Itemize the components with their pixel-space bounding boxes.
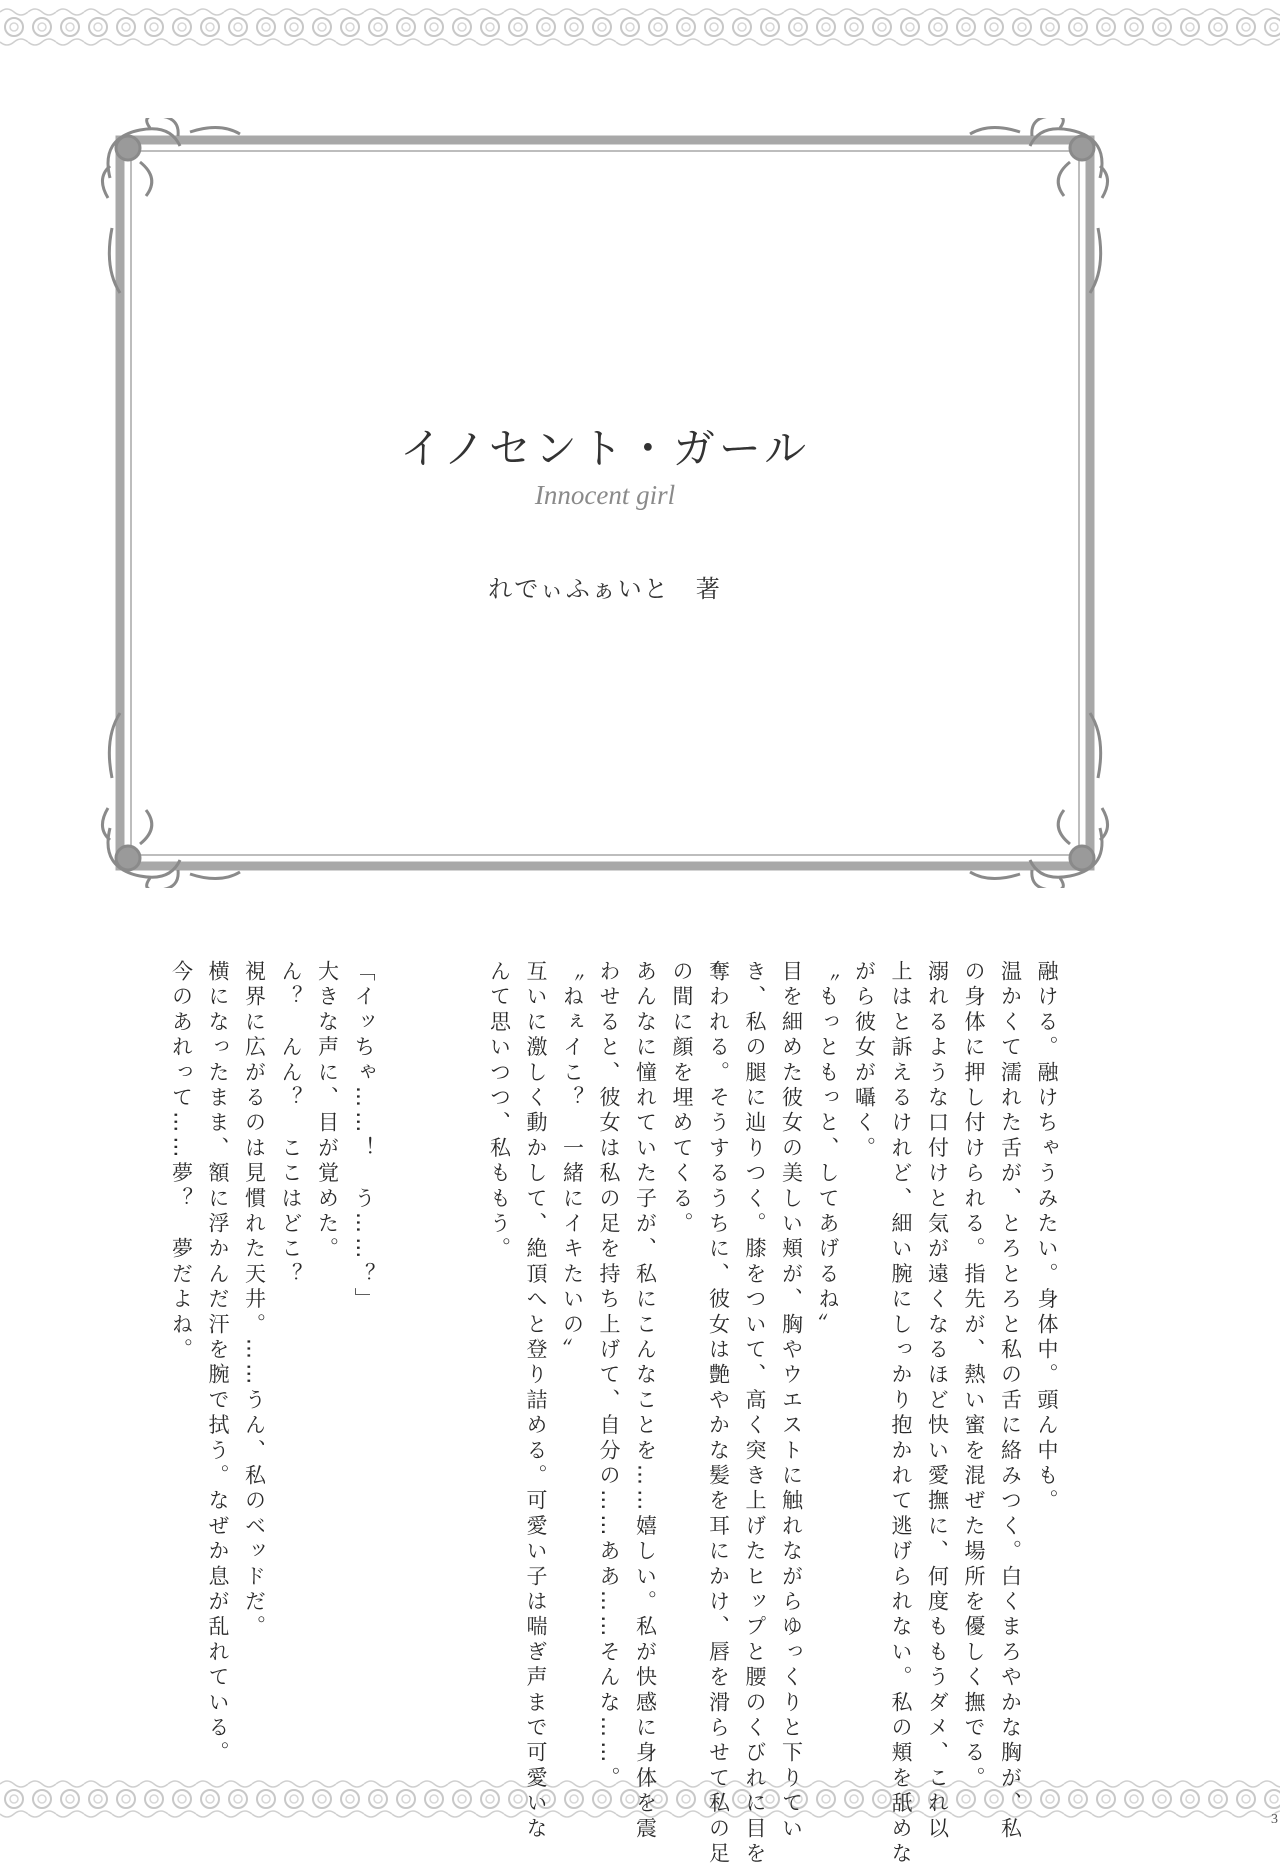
text-line: 温かくて濡れた舌が、とろとろと私の舌に絡みつく。白くまろやかな胸が、私 [998,960,1023,1842]
title-block [100,400,1110,604]
body-paragraph-section-1 [481,960,1065,1867]
page-number: 3 [1271,1812,1278,1827]
text-line: 今のあれって……夢？ 夢だよね。 [169,960,194,1364]
author-credit: れでぃふぁいと 著 [488,575,722,603]
text-line: あんなに憧れていた子が、私にこんなことを……嬉しい。私が快感に身体を震 [633,960,658,1842]
text-line: 視界に広がるのは見慣れた天井。……うん、私のベッドだ。 [242,960,267,1641]
top-lace-border [0,4,1280,50]
text-line: 「イッちゃ……！ う……？」 [352,960,376,1313]
text-line: の間に顔を埋めてくる。 [670,960,694,1238]
text-line: 〝ねぇイこ？ 一緒にイキたいの〟 [560,960,585,1364]
text-line: 互いに激しく動かして、絶頂へと登り詰める。可愛い子は喘ぎ声まで可愛いな [524,960,548,1843]
text-line: がら彼女が囁く。 [852,960,877,1162]
text-line: わせると、彼女は私の足を持ち上げて、自分の……ああ……そんな……。 [597,960,621,1792]
story-subtitle-english: Innocent girl [534,480,676,510]
text-line: 〝もっともっと、してあげるね〟 [816,960,840,1338]
text-line: き、私の腿に辿りつく。膝をついて、高く突き上げたヒップと腰のくびれに目を [743,960,767,1867]
text-line: 横になったまま、額に浮かんだ汗を腕で拭う。なぜか息が乱れている。 [206,960,230,1767]
text-line: 大きな声に、目が覚めた。 [315,960,340,1263]
text-line: 溺れるような口付けと気が遠くなるほど快い愛撫に、何度ももうダメ、これ以 [925,960,950,1843]
text-line: 融ける。融けちゃうみたい。身体中。頭ん中も。 [1035,960,1059,1515]
text-line: んて思いつつ、私ももう。 [487,960,512,1263]
story-title: イノセント・ガール [399,424,811,473]
text-line: の身体に押し付けられる。指先が、熱い蜜を混ぜた場所を優しく撫でる。 [962,960,986,1792]
text-line: 上はと訴えるけれど、細い腕にしっかり抱かれて逃げられない。私の頬を舐めな [889,960,913,1867]
body-paragraph-section-2 [163,960,382,1766]
text-line: 奪われる。そうするうちに、彼女は艶やかな髪を耳にかけ、唇を滑らせて私の足 [706,960,731,1867]
text-line: ん？ んん？ ここはどこ？ [279,960,303,1288]
text-line: 目を細めた彼女の美しい頬が、胸やウエストに触れながらゆっくりと下りてい [779,960,804,1842]
